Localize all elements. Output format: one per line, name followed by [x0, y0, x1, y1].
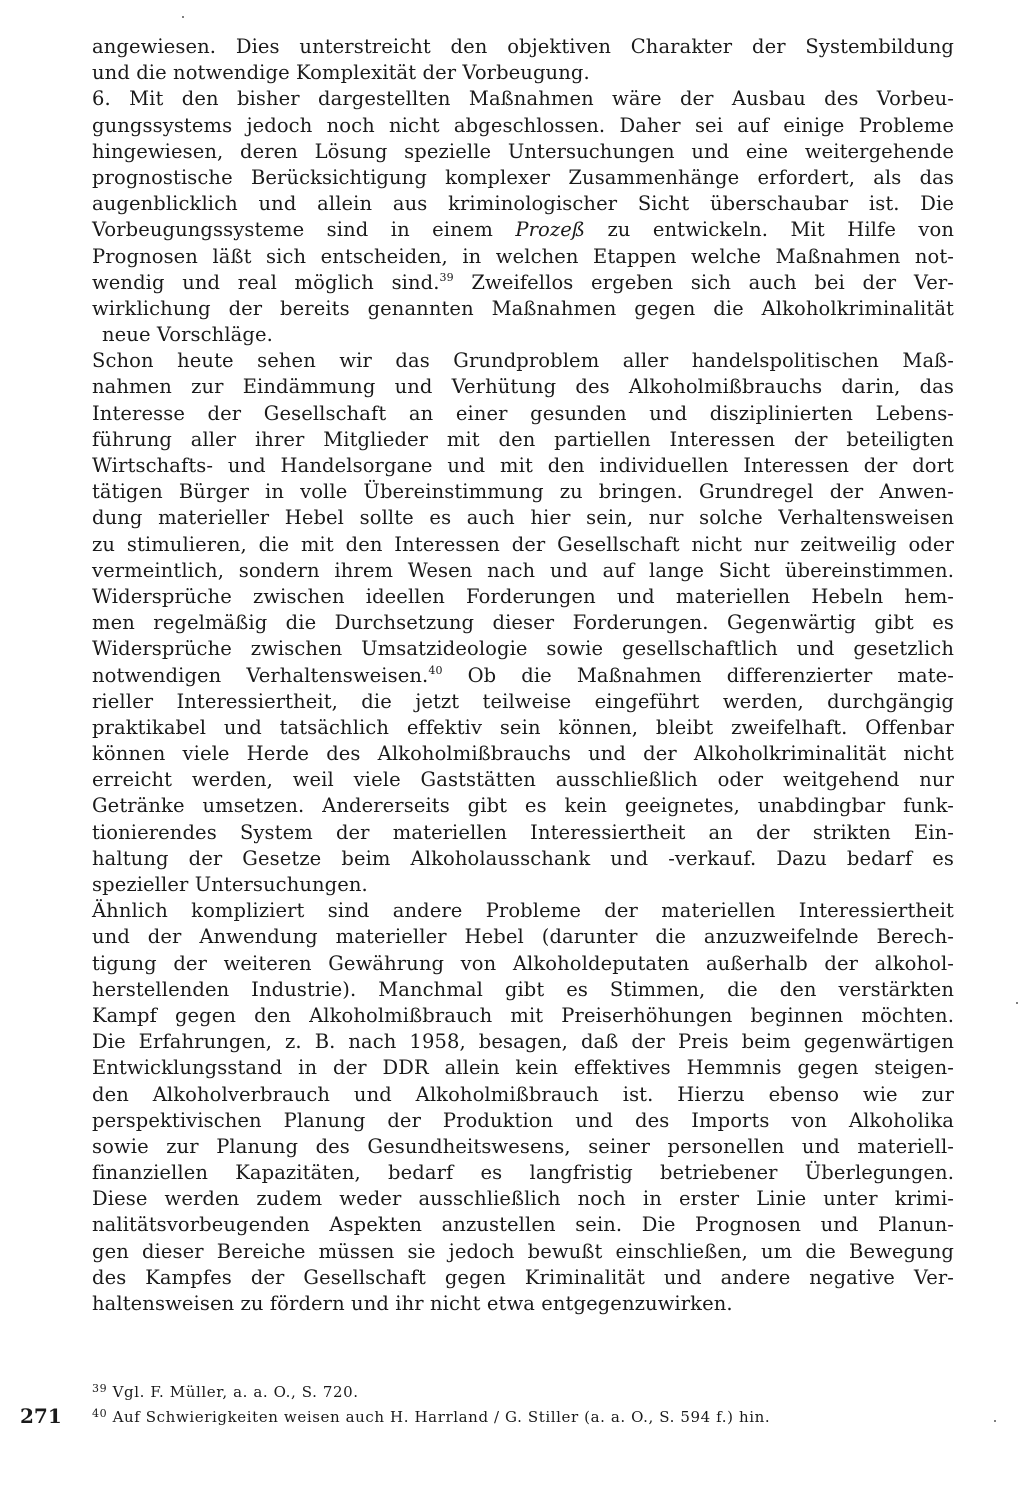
print-speck [182, 16, 184, 18]
text-line: sowie zur Planung des Gesundheitswesens, seiner personellen und materiell- [92, 1134, 954, 1158]
text-line: tätigen Bürger in volle Übereinstimmung zu bringen. Grundregel der Anwen- [92, 480, 954, 504]
text-line: Widersprüche zwischen ideellen Forderungen und materiellen Hebeln hem- [92, 584, 954, 608]
text-fragment: Vorbeugungssysteme sind in einem [92, 218, 493, 242]
text-line: Widersprüche zwischen Umsatzideologie sowie gesellschaftlich und gesetzlich [92, 637, 954, 661]
text-line [92, 270, 954, 296]
text-line: haltung der Gesetze beim Alkoholausschank und -verkauf. Dazu bedarf es [92, 846, 954, 870]
text-line: tionierendes System der materiellen Interessiertheit an der strikten Ein- [92, 820, 954, 844]
text-line: gen dieser Bereiche müssen sie jedoch bewußt einschließen, um die Bewegung [92, 1239, 954, 1263]
footnotes [92, 1380, 952, 1430]
text-line: wirklichung der bereits genannten Maßnahmen gegen die Alkoholkriminalität [92, 296, 954, 320]
text-line: herstellenden Industrie). Manchmal gibt es Stimmen, die den verstärkten [92, 977, 954, 1001]
text-line: Prognosen läßt sich entscheiden, in welchen Etappen welche Maßnahmen not- [92, 244, 954, 268]
text-line: neue Vorschläge. [102, 323, 273, 347]
text-line: des Kampfes der Gesellschaft gegen Kriminalität und andere negative Ver- [92, 1265, 954, 1289]
text-line: Wirtschafts- und Handelsorgane und mit den individuellen Interessen der dort [92, 454, 954, 477]
text-line: und der Anwendung materieller Hebel (darunter die anzuzweifelnde Berech- [92, 925, 954, 949]
main-text [92, 34, 954, 1317]
text-line: Diese werden zudem weder ausschließlich noch in erster Linie unter krimi- [92, 1187, 954, 1211]
text-line: und die notwendige Komplexität der Vorbeugung. [92, 61, 590, 85]
text-line: Die Erfahrungen, z. B. nach 1958, besagen, daß der Preis beim gegenwärtigen [92, 1030, 954, 1054]
text-line: Ähnlich kompliziert sind andere Probleme der materiellen Interessiertheit [92, 899, 954, 923]
text-line: vermeintlich, sondern ihrem Wesen nach und auf lange Sicht übereinstimmen. [92, 558, 954, 582]
text-line: Interesse der Gesellschaft an einer gesunden und disziplinierten Lebens- [92, 401, 954, 425]
text-line: Getränke umsetzen. Andererseits gibt es kein geeignetes, unabdingbar funk- [92, 794, 954, 818]
text-line: dung materieller Hebel sollte es auch hier sein, nur solche Verhaltensweisen [92, 506, 954, 530]
footnote-number: 39 [92, 1382, 108, 1395]
footnote-text: Auf Schwierigkeiten weisen auch H. Harrland / G. Stiller (a. a. O., S. 594 f.) hin. [112, 1408, 771, 1426]
page-number: 271 [20, 1404, 62, 1428]
text-line: finanziellen Kapazitäten, bedarf es langfristig betriebener Überlegungen. [92, 1161, 954, 1185]
text-line: men regelmäßig die Durchsetzung dieser Forderungen. Gegenwärtig gibt es [92, 611, 954, 635]
paragraph [92, 348, 954, 898]
text-line: hingewiesen, deren Lösung spezielle Untersuchungen und eine weitergehende [92, 139, 954, 163]
paragraph [92, 86, 954, 348]
print-speck [994, 1420, 996, 1422]
text-line: Schon heute sehen wir das Grundproblem aller handelspolitischen Maß- [92, 349, 954, 373]
text-line: zu stimulieren, die mit den Interessen der Gesellschaft nicht nur zeitweilig oder [92, 532, 954, 556]
footnote-text: Vgl. F. Müller, a. a. O., S. 720. [112, 1383, 359, 1401]
emphasized-word: Prozeß [515, 218, 586, 242]
print-speck [1016, 1002, 1018, 1004]
text-line: nahmen zur Eindämmung und Verhütung des Alkoholmißbrauchs darin, das [92, 375, 954, 399]
text-line: augenblicklich und allein aus kriminologischer Sicht überschaubar ist. Die [92, 192, 954, 216]
text-line: angewiesen. Dies unterstreicht den objektiven Charakter der Systembildung [92, 35, 954, 58]
text-line: perspektivischen Planung der Produktion und des Imports von Alkoholika [92, 1108, 954, 1132]
text-fragment: zu entwickeln. Mit Hilfe von [607, 218, 954, 242]
text-line: praktikabel und tatsächlich effektiv sein können, bleibt zweifelhaft. Offenbar [92, 715, 954, 739]
text-line: Kampf gegen den Alkoholmißbrauch mit Preiserhöhungen beginnen möchten. [92, 1003, 954, 1027]
paragraph [92, 898, 954, 1317]
footnote [92, 1405, 952, 1430]
text-line: führung aller ihrer Mitglieder mit den partiellen Interessen der beteiligten [92, 427, 954, 451]
text-line: spezieller Untersuchungen. [92, 873, 368, 896]
text-line: haltensweisen zu fördern und ihr nicht etwa entgegenzuwirken. [92, 1292, 733, 1315]
text-line: prognostische Berücksichtigung komplexer Zusammenhänge erfordert, als das [92, 165, 954, 189]
text-fragment: Zweifellos ergeben sich auch bei der Ver- [471, 270, 954, 294]
text-fragment: wendig und real möglich sind. [92, 270, 440, 294]
text-line: gungssystems jedoch noch nicht abgeschlossen. Daher sei auf einige Probleme [92, 113, 954, 137]
text-line: den Alkoholverbrauch und Alkoholmißbrauch ist. Hierzu ebenso wie zur [92, 1082, 954, 1106]
text-fragment: Ob die Maßnahmen differenzierter mate- [467, 663, 954, 687]
text-line: rieller Interessiertheit, die jetzt teilweise eingeführt werden, durchgängig [92, 689, 954, 713]
text-fragment: notwendigen Verhaltensweisen. [92, 663, 429, 687]
paragraph [92, 34, 954, 86]
text-line: tigung der weiteren Gewährung von Alkoholdeputaten außerhalb der alkohol- [92, 951, 954, 975]
footnote-number: 40 [92, 1407, 108, 1420]
text-line: erreicht werden, weil viele Gaststätten ausschließlich oder weitgehend nur [92, 768, 954, 792]
footnote-ref: 40 [428, 663, 443, 677]
text-line: Entwicklungsstand in der DDR allein kein effektives Hemmnis gegen steigen- [92, 1056, 954, 1080]
text-line [92, 217, 954, 243]
text-line: 6. Mit den bisher dargestellten Maßnahmen wäre der Ausbau des Vorbeu- [92, 87, 954, 111]
text-line: können viele Herde des Alkoholmißbrauchs und der Alkoholkriminalität nicht [92, 742, 954, 766]
footnote-ref: 39 [439, 270, 454, 284]
footnote [92, 1380, 952, 1405]
text-line: nalitätsvorbeugenden Aspekten anzustellen sein. Die Prognosen und Planun- [92, 1213, 954, 1237]
text-line [92, 663, 954, 689]
